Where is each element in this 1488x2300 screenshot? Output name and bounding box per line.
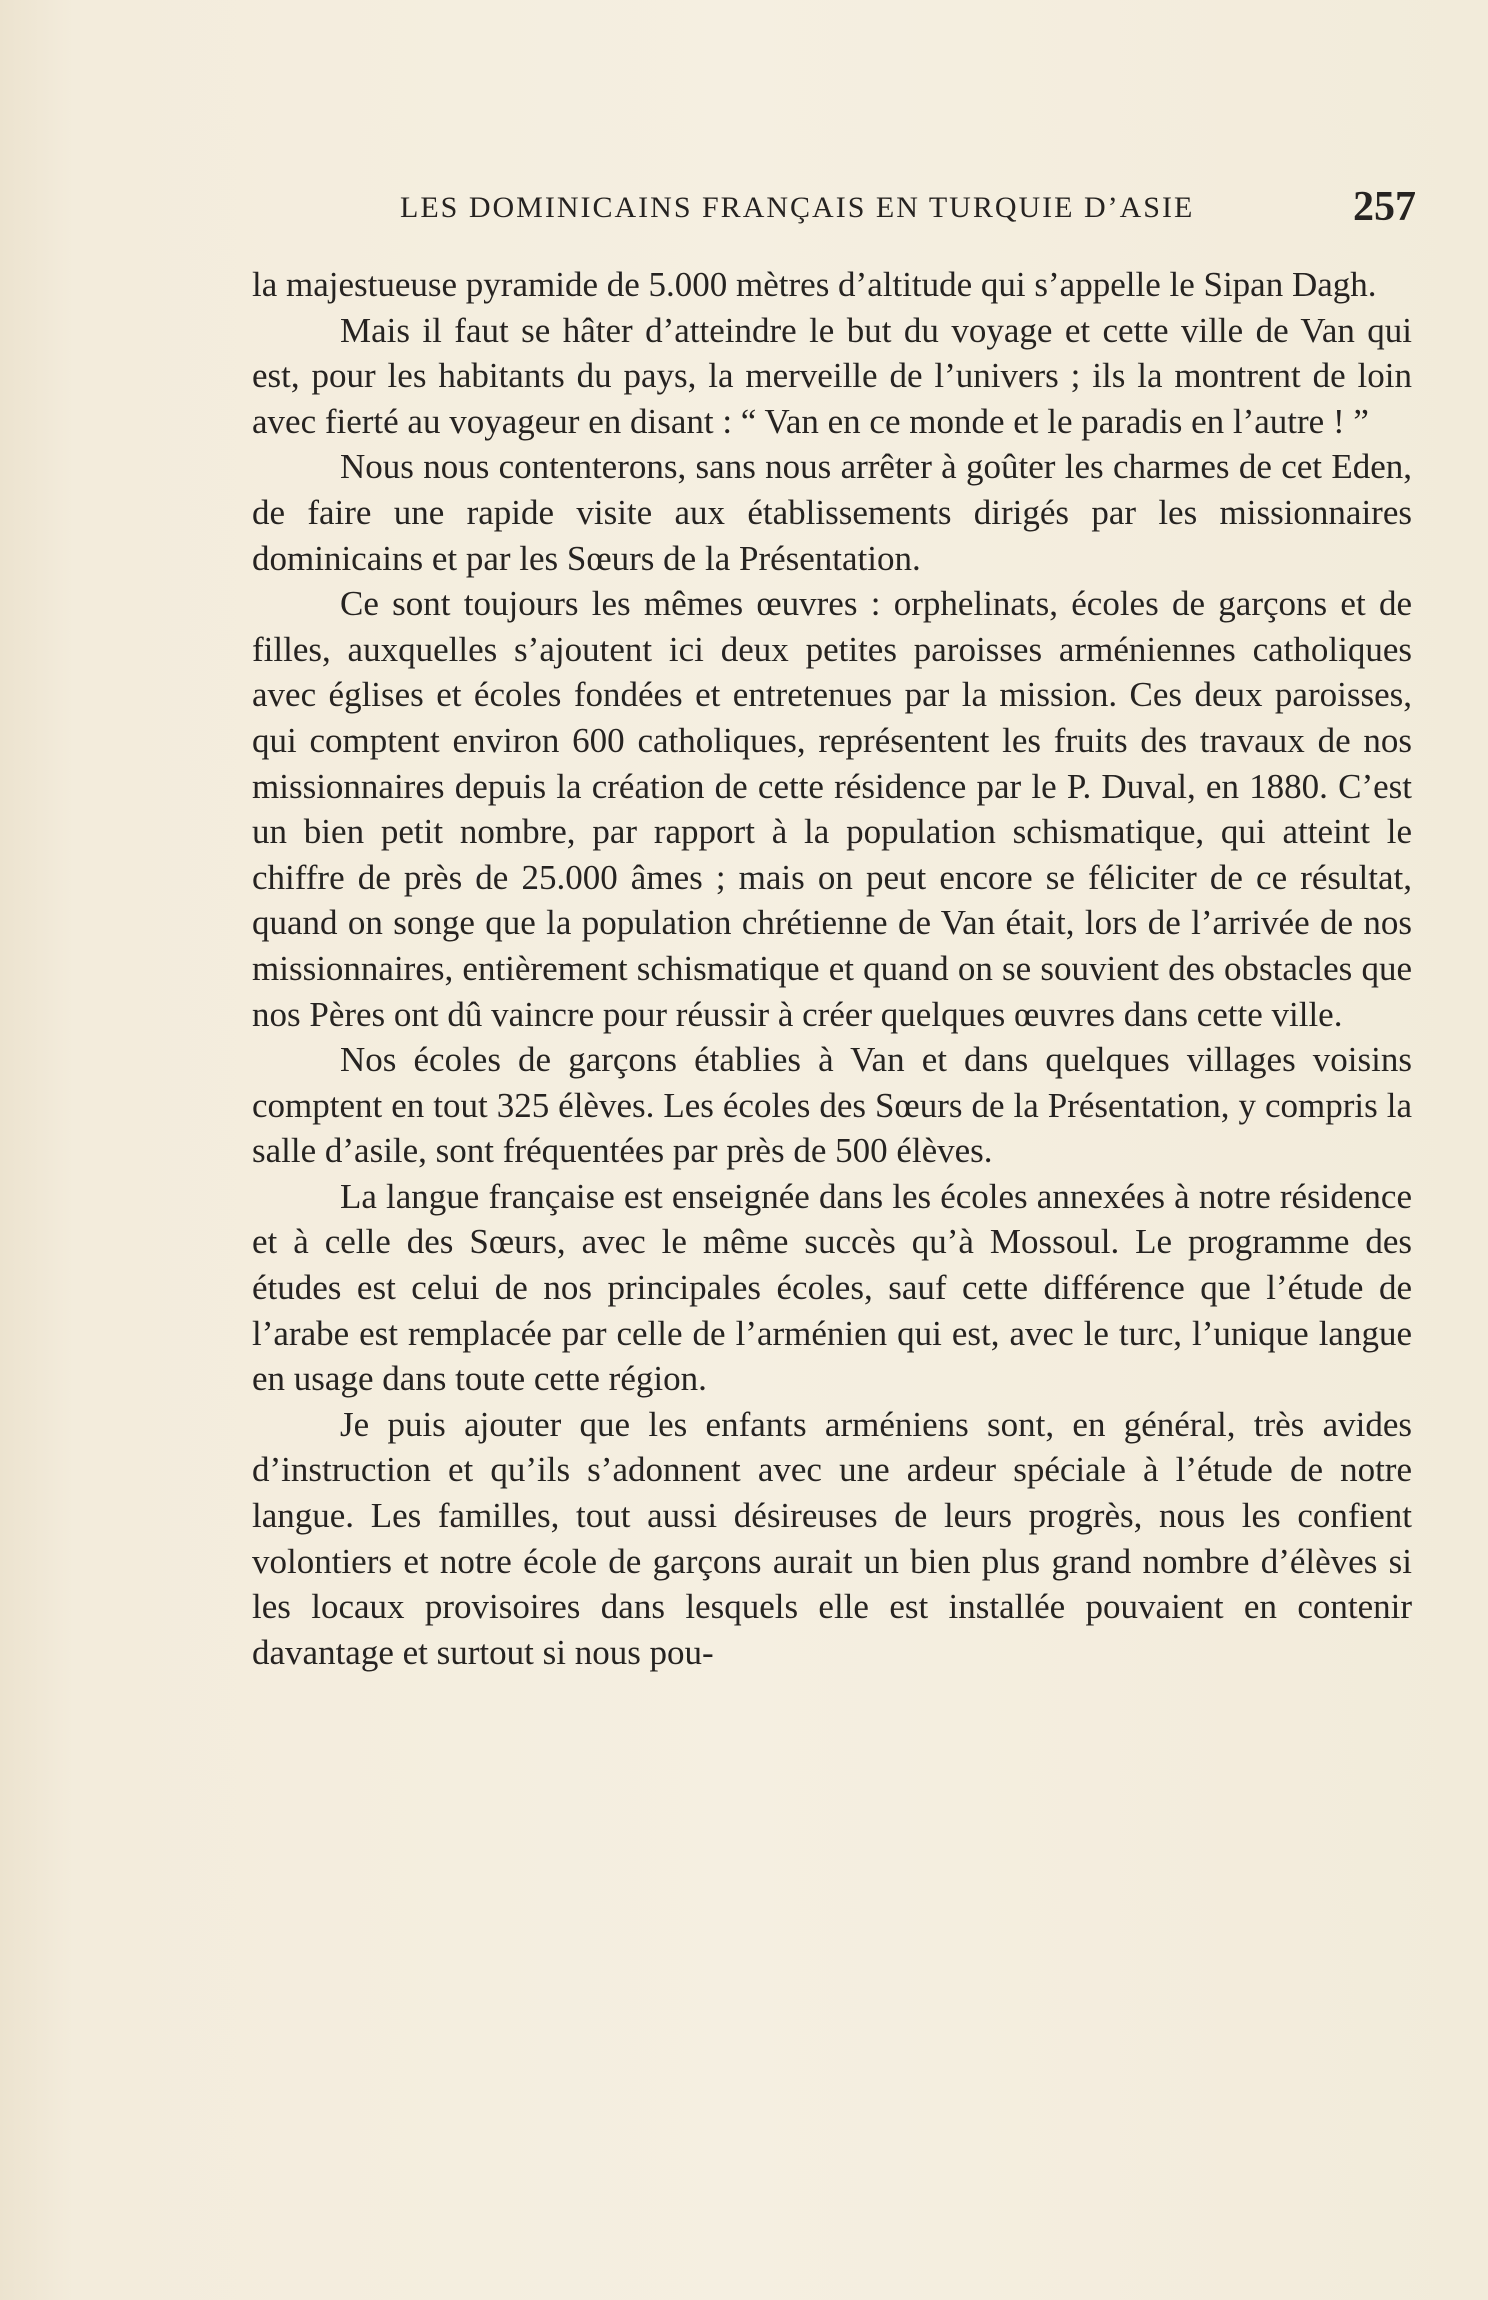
paragraph: Nos écoles de garçons établies à Van et dans quelques villages voisins comptent en tout 325 élèves. Les écoles des Sœurs de la Présentation, y compris la salle d’asile, sont fréquentées par près de 500 élèves.	[252, 1040, 1412, 1171]
paragraph: Ce sont toujours les mêmes œuvres : orphelinats, écoles de garçons et de filles, auxquelles s’ajoutent ici deux petites paroisses arméniennes catholiques avec églises et écoles fondées et entretenues par la mission. Ces deux paroisses, qui comptent environ 600 catholiques, représentent les fruits des travaux de nos missionnaires depuis la création de cette résidence par le P. Duval, en 1880. C’est un bien petit nombre, par rapport à la population schismatique, qui atteint le chiffre de près de 25.000 âmes ; mais on peut encore se féliciter de ce résultat, quand on songe que la population chrétienne de Van était, lors de l’arrivée de nos missionnaires, entièrement schismatique et quand on se souvient des obstacles que nos Pères ont dû vaincre pour réussir à créer quelques œuvres dans cette ville.	[252, 584, 1412, 1034]
paragraph: Mais il faut se hâter d’atteindre le but du voyage et cette ville de Van qui est, pour les habitants du pays, la merveille de l’univers ; ils la montrent de loin avec fierté au voyageur en disant : “ Van en ce monde et le paradis en l’autre ! ”	[252, 310, 1412, 441]
paragraph: La langue française est enseignée dans les écoles annexées à notre résidence et à celle des Sœurs, avec le même succès qu’à Mossoul. Le programme des études est celui de nos principales écoles, sauf cette différence que l’étude de l’arabe est remplacée par celle de l’arménien qui est, avec le turc, l’unique langue en usage dans toute cette région.	[252, 1176, 1412, 1399]
running-head	[252, 183, 1416, 243]
paragraph: Nous nous contenterons, sans nous arrêter à goûter les charmes de cet Eden, de faire une rapide visite aux établissements dirigés par les missionnaires dominicains et par les Sœurs de la Présentation.	[252, 447, 1412, 578]
page-number: 257	[1353, 184, 1416, 230]
paragraph: Je puis ajouter que les enfants arméniens sont, en général, très avides d’instruction et qu’ils s’adonnent avec une ardeur spéciale à l’étude de notre langue. Les familles, tout aussi désireuses de leurs progrès, nous les confient volontiers et notre école de garçons aurait un bien plus grand nombre d’élèves si les locaux provisoires dans lesquels elle est installée pouvaient en contenir davantage et surtout si nous pou-	[252, 1404, 1412, 1672]
running-title: LES DOMINICAINS FRANÇAIS EN TURQUIE D’ASIE	[400, 191, 1195, 224]
paragraph: la majestueuse pyramide de 5.000 mètres d’altitude qui s’appelle le Sipan Dagh.	[252, 265, 1377, 304]
body-text	[252, 262, 1412, 1675]
